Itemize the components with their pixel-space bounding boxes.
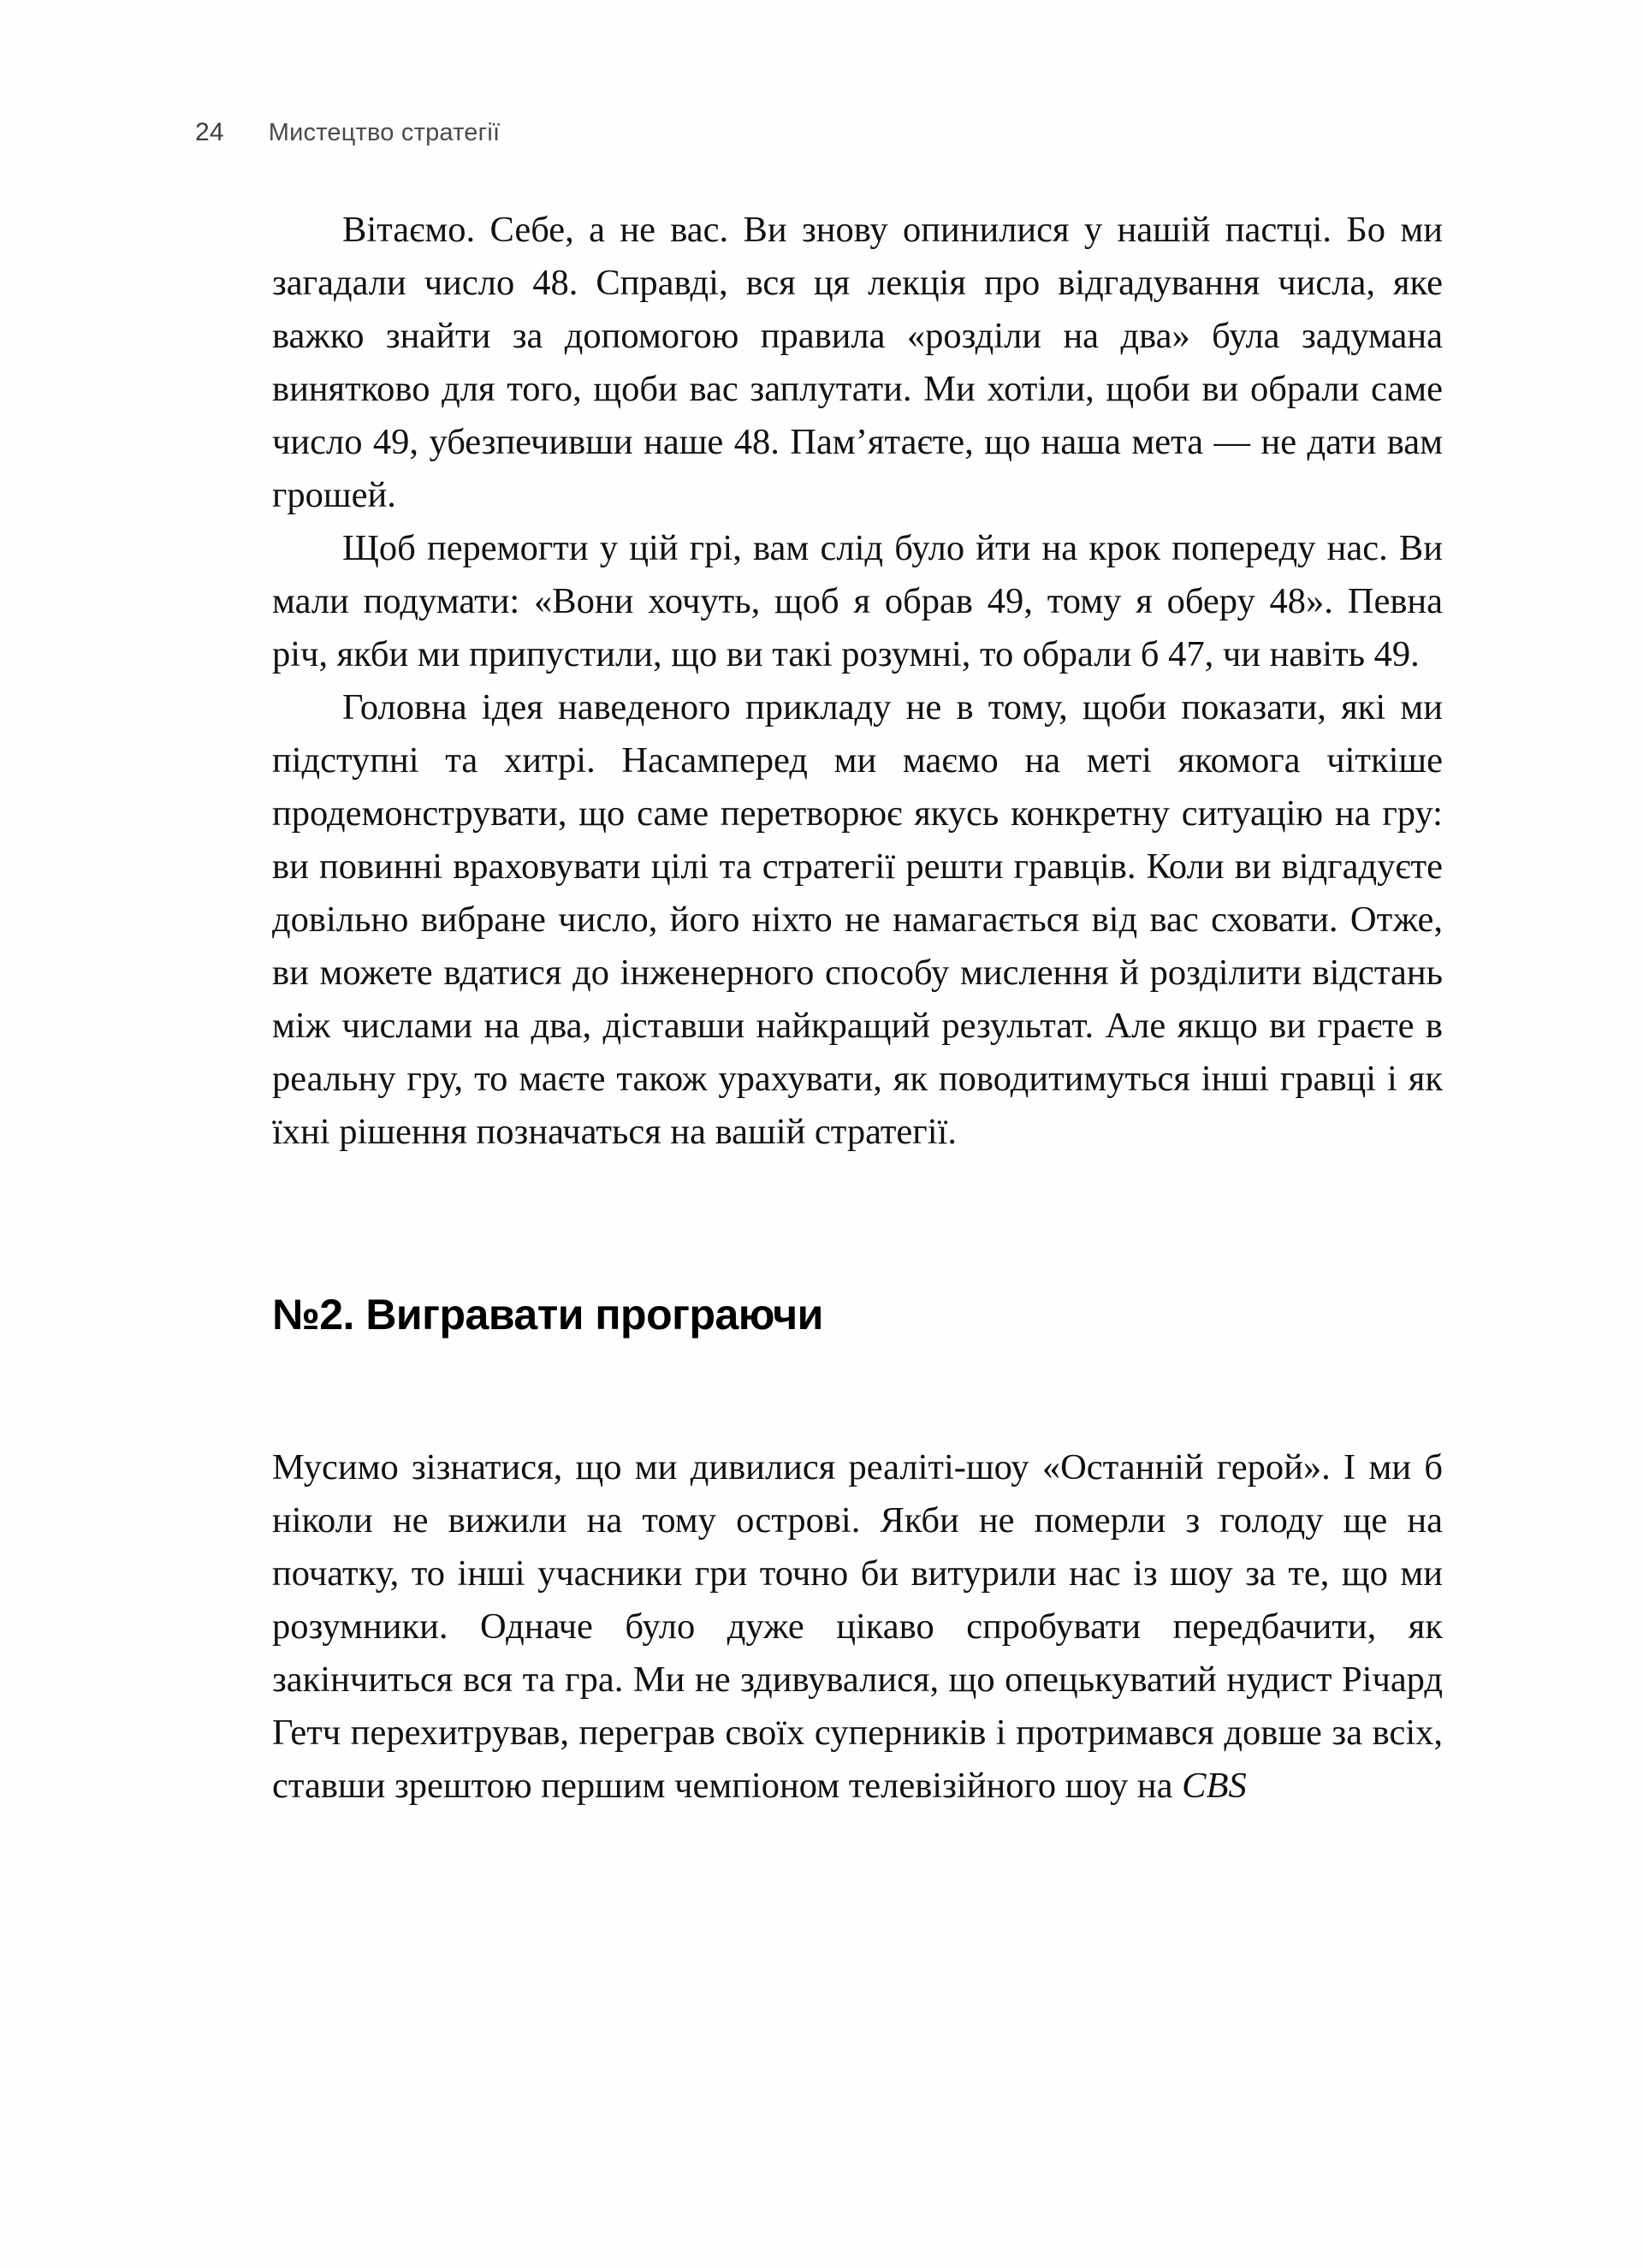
paragraph-text: Мусимо зізнатися, що ми дивилися реаліті-шоу «Останній герой». І ми б ніколи не вижили на тому острові. Якби не померли з голоду ще на початку, то інші учасники гри точно би витурили нас із шоу за те, що ми розумники. Одначе було дуже цікаво спробувати передбачити, як закінчиться вся та гра. Ми не здивувалися, що опецькуватий нудист Річард Гетч перехитрував, переграв своїх суперників і протримався довше за всіх, ставши зрештою першим чемпіоном телевізійного шоу на	[272, 1447, 1443, 1806]
paragraph: Вітаємо. Себе, а не вас. Ви знову опинилися у нашій пастці. Бо ми загадали число 48. Справді, вся ця лекція про відгадування числа, яке важко знайти за допомогою правила «розділи на два» була задумана винятково для того, щоби вас заплутати. Ми хотіли, щоби ви обрали саме число 49, убезпечивши наше 48. Пам’ятаєте, що наша мета — не дати вам грошей.	[272, 210, 1443, 515]
section-heading-wrap	[272, 1289, 1443, 1340]
paragraph	[272, 1441, 1443, 1813]
text-column	[272, 204, 1443, 1813]
running-head-title: Мистецтво стратегії	[268, 119, 501, 146]
page-number: 24	[195, 118, 224, 146]
running-head	[195, 118, 500, 147]
section-heading: №2. Вигравати програючи	[272, 1291, 823, 1339]
paragraph: Щоб перемогти у цій грі, вам слід було йти на крок попереду нас. Ви мали подумати: «Вони хочуть, щоб я обрав 49, тому я оберу 48». Певна річ, якби ми припустили, що ви такі розумні, то обрали б 47, чи навіть 49.	[272, 528, 1443, 674]
paragraph: Головна ідея наведеного прикладу не в тому, щоби показати, які ми підступні та хитрі. Насамперед ми маємо на меті якомога чіткіше продемонструвати, що саме перетворює якусь конкретну ситуацію на гру: ви повинні враховувати цілі та стратегії решти гравців. Коли ви відгадуєте довільно вибране число, його ніхто не намагається від вас сховати. Отже, ви можете вдатися до інженерного способу мислення й розділити відстань між числами на два, діставши найкращий результат. Але якщо ви граєте в реальну гру, то маєте також урахувати, як поводитимуться інші гравці і як їхні рішення позначаться на вашій стратегії.	[272, 687, 1443, 1152]
network-name-italic: CBS	[1182, 1766, 1247, 1806]
